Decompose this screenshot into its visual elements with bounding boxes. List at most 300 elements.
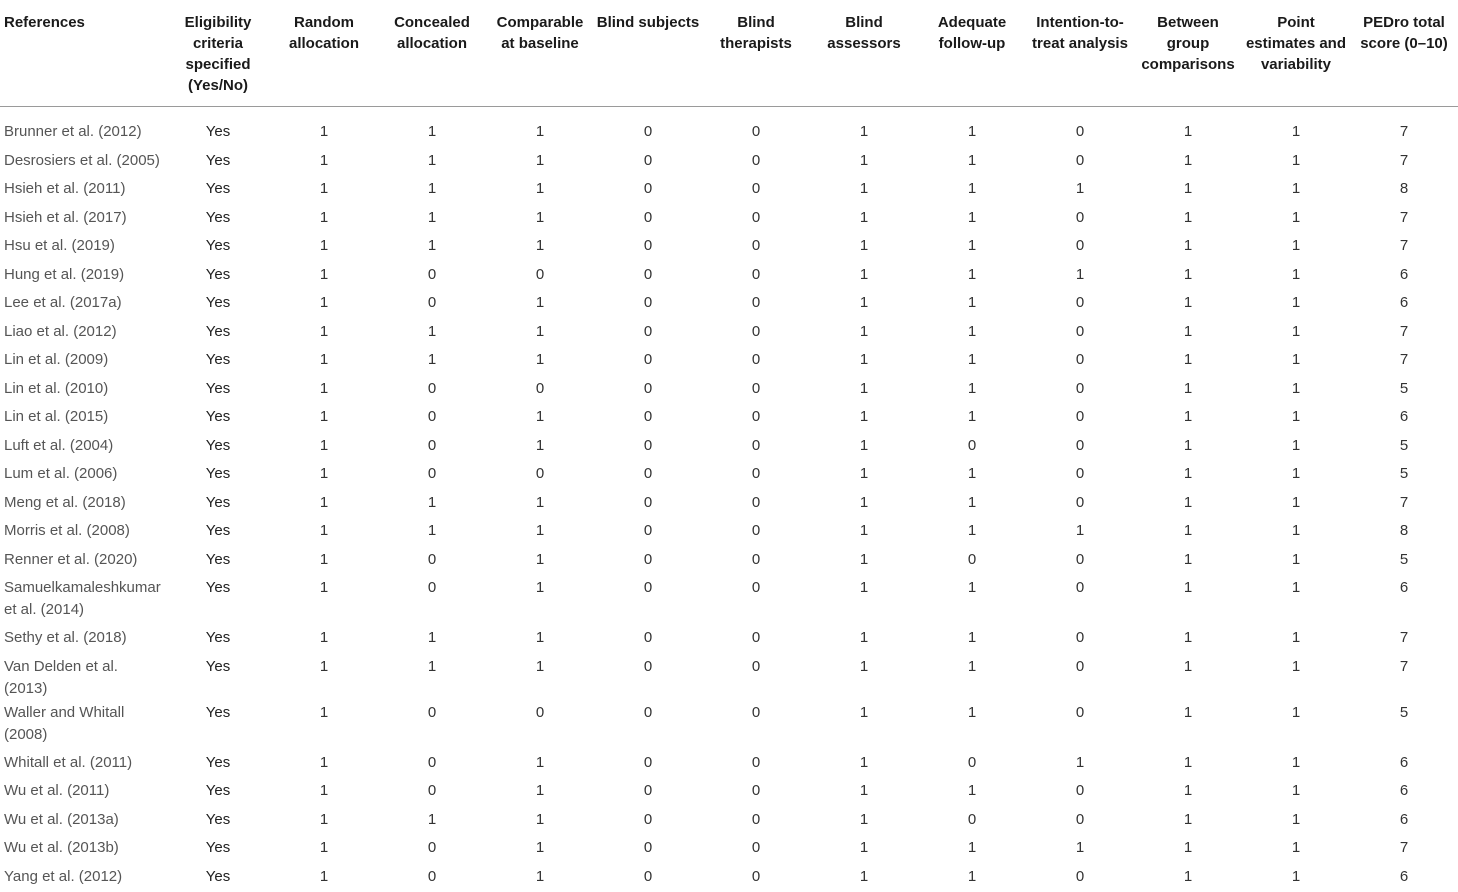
score-cell: 0 — [378, 262, 486, 291]
score-cell: 0 — [594, 778, 702, 807]
total-score-cell: 7 — [1350, 625, 1458, 654]
score-cell: 0 — [702, 347, 810, 376]
table-row — [0, 778, 1458, 807]
score-cell: 1 — [1134, 404, 1242, 433]
score-cell: 1 — [1134, 319, 1242, 348]
score-cell: 1 — [378, 347, 486, 376]
score-cell: 0 — [702, 205, 810, 234]
score-cell: 0 — [1026, 404, 1134, 433]
score-cell: 1 — [486, 319, 594, 348]
eligibility-cell: Yes — [166, 433, 270, 462]
total-score-cell: 5 — [1350, 547, 1458, 576]
score-cell: 0 — [1026, 700, 1134, 750]
reference-cell: Whitall et al. (2011) — [0, 750, 166, 779]
reference-cell: Lin et al. (2010) — [0, 376, 166, 405]
header-intention-to-treat: Intention-to-treat analysis — [1026, 0, 1134, 107]
score-cell: 0 — [702, 290, 810, 319]
total-score-cell: 7 — [1350, 233, 1458, 262]
score-cell: 1 — [810, 404, 918, 433]
score-cell: 1 — [810, 750, 918, 779]
score-cell: 0 — [378, 433, 486, 462]
table-row — [0, 176, 1458, 205]
score-cell: 1 — [918, 518, 1026, 547]
score-cell: 0 — [1026, 625, 1134, 654]
score-cell: 1 — [810, 262, 918, 291]
score-cell: 1 — [270, 262, 378, 291]
table-row — [0, 518, 1458, 547]
score-cell: 1 — [1134, 807, 1242, 836]
score-cell: 1 — [270, 461, 378, 490]
header-blind-subjects: Blind subjects — [594, 0, 702, 107]
score-cell: 0 — [594, 290, 702, 319]
score-cell: 0 — [702, 547, 810, 576]
header-concealed-allocation: Concealed allocation — [378, 0, 486, 107]
score-cell: 0 — [1026, 233, 1134, 262]
score-cell: 1 — [918, 319, 1026, 348]
score-cell: 1 — [918, 835, 1026, 864]
total-score-cell: 6 — [1350, 575, 1458, 625]
score-cell: 1 — [1242, 625, 1350, 654]
reference-cell: Hung et al. (2019) — [0, 262, 166, 291]
score-cell: 1 — [810, 148, 918, 177]
header-blind-therapists: Blind therapists — [702, 0, 810, 107]
reference-cell: Sethy et al. (2018) — [0, 625, 166, 654]
score-cell: 1 — [486, 575, 594, 625]
score-cell: 1 — [918, 233, 1026, 262]
score-cell: 1 — [918, 107, 1026, 148]
score-cell: 1 — [1242, 205, 1350, 234]
table-row — [0, 547, 1458, 576]
score-cell: 1 — [486, 490, 594, 519]
total-score-cell: 5 — [1350, 433, 1458, 462]
table-row — [0, 700, 1458, 750]
table-row — [0, 376, 1458, 405]
score-cell: 1 — [270, 205, 378, 234]
score-cell: 1 — [270, 864, 378, 892]
header-between-group: Between group comparisons — [1134, 0, 1242, 107]
header-eligibility: Eligibility criteria specified (Yes/No) — [166, 0, 270, 107]
eligibility-cell: Yes — [166, 750, 270, 779]
score-cell: 1 — [1134, 107, 1242, 148]
score-cell: 1 — [918, 490, 1026, 519]
score-cell: 1 — [1134, 547, 1242, 576]
score-cell: 1 — [1134, 490, 1242, 519]
total-score-cell: 7 — [1350, 347, 1458, 376]
score-cell: 0 — [594, 319, 702, 348]
eligibility-cell: Yes — [166, 864, 270, 892]
score-cell: 0 — [486, 700, 594, 750]
score-cell: 1 — [378, 107, 486, 148]
total-score-cell: 7 — [1350, 205, 1458, 234]
score-cell: 1 — [486, 547, 594, 576]
score-cell: 0 — [702, 518, 810, 547]
score-cell: 1 — [1134, 347, 1242, 376]
score-cell: 1 — [270, 700, 378, 750]
score-cell: 1 — [810, 347, 918, 376]
score-cell: 1 — [1134, 376, 1242, 405]
score-cell: 0 — [378, 461, 486, 490]
score-cell: 1 — [810, 547, 918, 576]
score-cell: 1 — [810, 575, 918, 625]
score-cell: 0 — [702, 625, 810, 654]
total-score-cell: 7 — [1350, 654, 1458, 700]
reference-cell: Meng et al. (2018) — [0, 490, 166, 519]
score-cell: 1 — [918, 148, 1026, 177]
score-cell: 0 — [702, 700, 810, 750]
score-cell: 1 — [1134, 148, 1242, 177]
score-cell: 0 — [594, 347, 702, 376]
score-cell: 1 — [270, 654, 378, 700]
score-cell: 0 — [702, 404, 810, 433]
score-cell: 1 — [1134, 625, 1242, 654]
score-cell: 0 — [378, 547, 486, 576]
reference-cell: Liao et al. (2012) — [0, 319, 166, 348]
score-cell: 1 — [810, 107, 918, 148]
score-cell: 1 — [270, 835, 378, 864]
score-cell: 0 — [594, 864, 702, 892]
score-cell: 0 — [378, 864, 486, 892]
score-cell: 1 — [1242, 461, 1350, 490]
score-cell: 0 — [702, 750, 810, 779]
eligibility-cell: Yes — [166, 148, 270, 177]
eligibility-cell: Yes — [166, 262, 270, 291]
header-blind-assessors: Blind assessors — [810, 0, 918, 107]
score-cell: 1 — [1242, 778, 1350, 807]
score-cell: 0 — [702, 262, 810, 291]
eligibility-cell: Yes — [166, 107, 270, 148]
score-cell: 0 — [918, 433, 1026, 462]
score-cell: 0 — [594, 176, 702, 205]
score-cell: 0 — [1026, 547, 1134, 576]
eligibility-cell: Yes — [166, 319, 270, 348]
score-cell: 1 — [1242, 347, 1350, 376]
table-row — [0, 654, 1458, 700]
score-cell: 0 — [702, 864, 810, 892]
score-cell: 1 — [1134, 835, 1242, 864]
eligibility-cell: Yes — [166, 233, 270, 262]
table-row — [0, 433, 1458, 462]
score-cell: 0 — [702, 490, 810, 519]
score-cell: 0 — [918, 547, 1026, 576]
score-cell: 1 — [270, 148, 378, 177]
reference-cell: Yang et al. (2012) — [0, 864, 166, 892]
table-body — [0, 107, 1458, 892]
score-cell: 1 — [1134, 433, 1242, 462]
table-row — [0, 319, 1458, 348]
score-cell: 1 — [270, 404, 378, 433]
score-cell: 1 — [1134, 290, 1242, 319]
score-cell: 0 — [594, 700, 702, 750]
score-cell: 1 — [270, 433, 378, 462]
score-cell: 1 — [1134, 176, 1242, 205]
score-cell: 1 — [270, 107, 378, 148]
score-cell: 1 — [918, 778, 1026, 807]
score-cell: 1 — [918, 461, 1026, 490]
total-score-cell: 5 — [1350, 700, 1458, 750]
table-row — [0, 347, 1458, 376]
score-cell: 1 — [1134, 262, 1242, 291]
score-cell: 1 — [270, 750, 378, 779]
score-cell: 0 — [378, 290, 486, 319]
reference-cell: Wu et al. (2011) — [0, 778, 166, 807]
header-random-allocation: Random allocation — [270, 0, 378, 107]
score-cell: 0 — [594, 205, 702, 234]
score-cell: 0 — [702, 461, 810, 490]
score-cell: 1 — [810, 319, 918, 348]
score-cell: 0 — [1026, 319, 1134, 348]
score-cell: 1 — [1134, 233, 1242, 262]
score-cell: 0 — [378, 575, 486, 625]
reference-cell: Waller and Whitall (2008) — [0, 700, 166, 750]
score-cell: 1 — [486, 654, 594, 700]
score-cell: 0 — [702, 176, 810, 205]
score-cell: 1 — [1242, 404, 1350, 433]
score-cell: 0 — [378, 835, 486, 864]
score-cell: 1 — [918, 575, 1026, 625]
reference-cell: Morris et al. (2008) — [0, 518, 166, 547]
reference-cell: Hsieh et al. (2017) — [0, 205, 166, 234]
score-cell: 0 — [594, 654, 702, 700]
table-row — [0, 107, 1458, 148]
score-cell: 1 — [378, 625, 486, 654]
score-cell: 1 — [918, 376, 1026, 405]
total-score-cell: 6 — [1350, 262, 1458, 291]
score-cell: 0 — [1026, 778, 1134, 807]
score-cell: 0 — [594, 107, 702, 148]
score-cell: 0 — [1026, 107, 1134, 148]
score-cell: 0 — [918, 807, 1026, 836]
score-cell: 1 — [270, 518, 378, 547]
table-row — [0, 205, 1458, 234]
score-cell: 0 — [1026, 461, 1134, 490]
score-cell: 1 — [378, 654, 486, 700]
table-row — [0, 490, 1458, 519]
score-cell: 0 — [486, 262, 594, 291]
score-cell: 1 — [1242, 547, 1350, 576]
score-cell: 1 — [918, 654, 1026, 700]
total-score-cell: 7 — [1350, 319, 1458, 348]
score-cell: 1 — [918, 625, 1026, 654]
table-row — [0, 148, 1458, 177]
reference-cell: Samuelkamaleshkumar et al. (2014) — [0, 575, 166, 625]
eligibility-cell: Yes — [166, 700, 270, 750]
score-cell: 0 — [1026, 347, 1134, 376]
score-cell: 0 — [594, 233, 702, 262]
score-cell: 1 — [1242, 835, 1350, 864]
score-cell: 1 — [378, 176, 486, 205]
table-row — [0, 575, 1458, 625]
score-cell: 1 — [270, 490, 378, 519]
eligibility-cell: Yes — [166, 290, 270, 319]
score-cell: 0 — [594, 376, 702, 405]
score-cell: 1 — [1026, 518, 1134, 547]
table-row — [0, 625, 1458, 654]
score-cell: 1 — [486, 807, 594, 836]
eligibility-cell: Yes — [166, 835, 270, 864]
score-cell: 1 — [486, 864, 594, 892]
score-cell: 0 — [594, 625, 702, 654]
score-cell: 1 — [1134, 518, 1242, 547]
score-cell: 1 — [1242, 750, 1350, 779]
total-score-cell: 6 — [1350, 404, 1458, 433]
score-cell: 1 — [486, 750, 594, 779]
score-cell: 0 — [702, 575, 810, 625]
score-cell: 1 — [270, 778, 378, 807]
total-score-cell: 6 — [1350, 864, 1458, 892]
score-cell: 0 — [1026, 290, 1134, 319]
score-cell: 0 — [702, 319, 810, 348]
score-cell: 1 — [810, 835, 918, 864]
total-score-cell: 5 — [1350, 376, 1458, 405]
score-cell: 0 — [378, 376, 486, 405]
eligibility-cell: Yes — [166, 518, 270, 547]
total-score-cell: 6 — [1350, 807, 1458, 836]
reference-cell: Wu et al. (2013a) — [0, 807, 166, 836]
table-row — [0, 290, 1458, 319]
score-cell: 1 — [270, 547, 378, 576]
score-cell: 0 — [1026, 433, 1134, 462]
score-cell: 1 — [1242, 233, 1350, 262]
score-cell: 0 — [702, 778, 810, 807]
score-cell: 1 — [1242, 176, 1350, 205]
eligibility-cell: Yes — [166, 547, 270, 576]
score-cell: 1 — [918, 347, 1026, 376]
table-row — [0, 404, 1458, 433]
score-cell: 1 — [1242, 490, 1350, 519]
eligibility-cell: Yes — [166, 404, 270, 433]
score-cell: 0 — [702, 376, 810, 405]
total-score-cell: 7 — [1350, 835, 1458, 864]
score-cell: 0 — [378, 404, 486, 433]
score-cell: 1 — [1242, 262, 1350, 291]
score-cell: 1 — [378, 807, 486, 836]
score-cell: 1 — [1134, 750, 1242, 779]
score-cell: 0 — [594, 807, 702, 836]
reference-cell: Renner et al. (2020) — [0, 547, 166, 576]
score-cell: 1 — [1242, 575, 1350, 625]
score-cell: 1 — [918, 205, 1026, 234]
score-cell: 1 — [486, 518, 594, 547]
score-cell: 0 — [702, 107, 810, 148]
total-score-cell: 7 — [1350, 107, 1458, 148]
score-cell: 1 — [810, 807, 918, 836]
header-pedro-total: PEDro total score (0–10) — [1350, 0, 1458, 107]
score-cell: 0 — [1026, 864, 1134, 892]
score-cell: 1 — [378, 319, 486, 348]
score-cell: 1 — [918, 290, 1026, 319]
score-cell: 1 — [486, 404, 594, 433]
score-cell: 0 — [702, 433, 810, 462]
score-cell: 0 — [1026, 148, 1134, 177]
score-cell: 0 — [378, 700, 486, 750]
table-row — [0, 864, 1458, 892]
eligibility-cell: Yes — [166, 205, 270, 234]
score-cell: 1 — [1134, 864, 1242, 892]
score-cell: 1 — [486, 107, 594, 148]
score-cell: 0 — [594, 461, 702, 490]
table-row — [0, 262, 1458, 291]
score-cell: 0 — [486, 461, 594, 490]
score-cell: 0 — [378, 750, 486, 779]
score-cell: 1 — [810, 490, 918, 519]
score-cell: 0 — [918, 750, 1026, 779]
total-score-cell: 6 — [1350, 290, 1458, 319]
score-cell: 1 — [1242, 433, 1350, 462]
total-score-cell: 6 — [1350, 750, 1458, 779]
score-cell: 1 — [486, 625, 594, 654]
eligibility-cell: Yes — [166, 176, 270, 205]
score-cell: 1 — [810, 518, 918, 547]
score-cell: 1 — [1134, 778, 1242, 807]
score-cell: 1 — [1026, 262, 1134, 291]
score-cell: 1 — [378, 490, 486, 519]
score-cell: 1 — [810, 461, 918, 490]
score-cell: 1 — [810, 864, 918, 892]
score-cell: 0 — [702, 148, 810, 177]
score-cell: 0 — [378, 778, 486, 807]
eligibility-cell: Yes — [166, 461, 270, 490]
score-cell: 1 — [486, 778, 594, 807]
score-cell: 1 — [270, 233, 378, 262]
score-cell: 0 — [486, 376, 594, 405]
score-cell: 1 — [1242, 864, 1350, 892]
total-score-cell: 6 — [1350, 778, 1458, 807]
score-cell: 1 — [270, 807, 378, 836]
score-cell: 1 — [270, 176, 378, 205]
score-cell: 1 — [810, 778, 918, 807]
reference-cell: Wu et al. (2013b) — [0, 835, 166, 864]
header-point-estimates: Point estimates and variability — [1242, 0, 1350, 107]
score-cell: 1 — [918, 404, 1026, 433]
score-cell: 0 — [1026, 490, 1134, 519]
score-cell: 1 — [486, 205, 594, 234]
score-cell: 1 — [810, 654, 918, 700]
score-cell: 0 — [702, 233, 810, 262]
score-cell: 1 — [918, 262, 1026, 291]
score-cell: 0 — [594, 490, 702, 519]
reference-cell: Luft et al. (2004) — [0, 433, 166, 462]
score-cell: 1 — [486, 176, 594, 205]
score-cell: 1 — [810, 433, 918, 462]
score-cell: 1 — [1134, 700, 1242, 750]
score-cell: 0 — [594, 148, 702, 177]
score-cell: 0 — [594, 547, 702, 576]
score-cell: 1 — [810, 290, 918, 319]
eligibility-cell: Yes — [166, 376, 270, 405]
score-cell: 1 — [810, 233, 918, 262]
score-cell: 1 — [1242, 107, 1350, 148]
score-cell: 0 — [1026, 205, 1134, 234]
table-row — [0, 233, 1458, 262]
table-row — [0, 461, 1458, 490]
score-cell: 1 — [378, 233, 486, 262]
score-cell: 1 — [270, 625, 378, 654]
score-cell: 1 — [1134, 461, 1242, 490]
score-cell: 1 — [486, 148, 594, 177]
score-cell: 0 — [594, 835, 702, 864]
score-cell: 0 — [1026, 376, 1134, 405]
eligibility-cell: Yes — [166, 347, 270, 376]
table-row — [0, 835, 1458, 864]
reference-cell: Van Delden et al. (2013) — [0, 654, 166, 700]
score-cell: 1 — [1242, 290, 1350, 319]
score-cell: 1 — [1026, 176, 1134, 205]
total-score-cell: 7 — [1350, 148, 1458, 177]
reference-cell: Desrosiers et al. (2005) — [0, 148, 166, 177]
score-cell: 1 — [270, 575, 378, 625]
score-cell: 0 — [594, 404, 702, 433]
score-cell: 0 — [594, 518, 702, 547]
